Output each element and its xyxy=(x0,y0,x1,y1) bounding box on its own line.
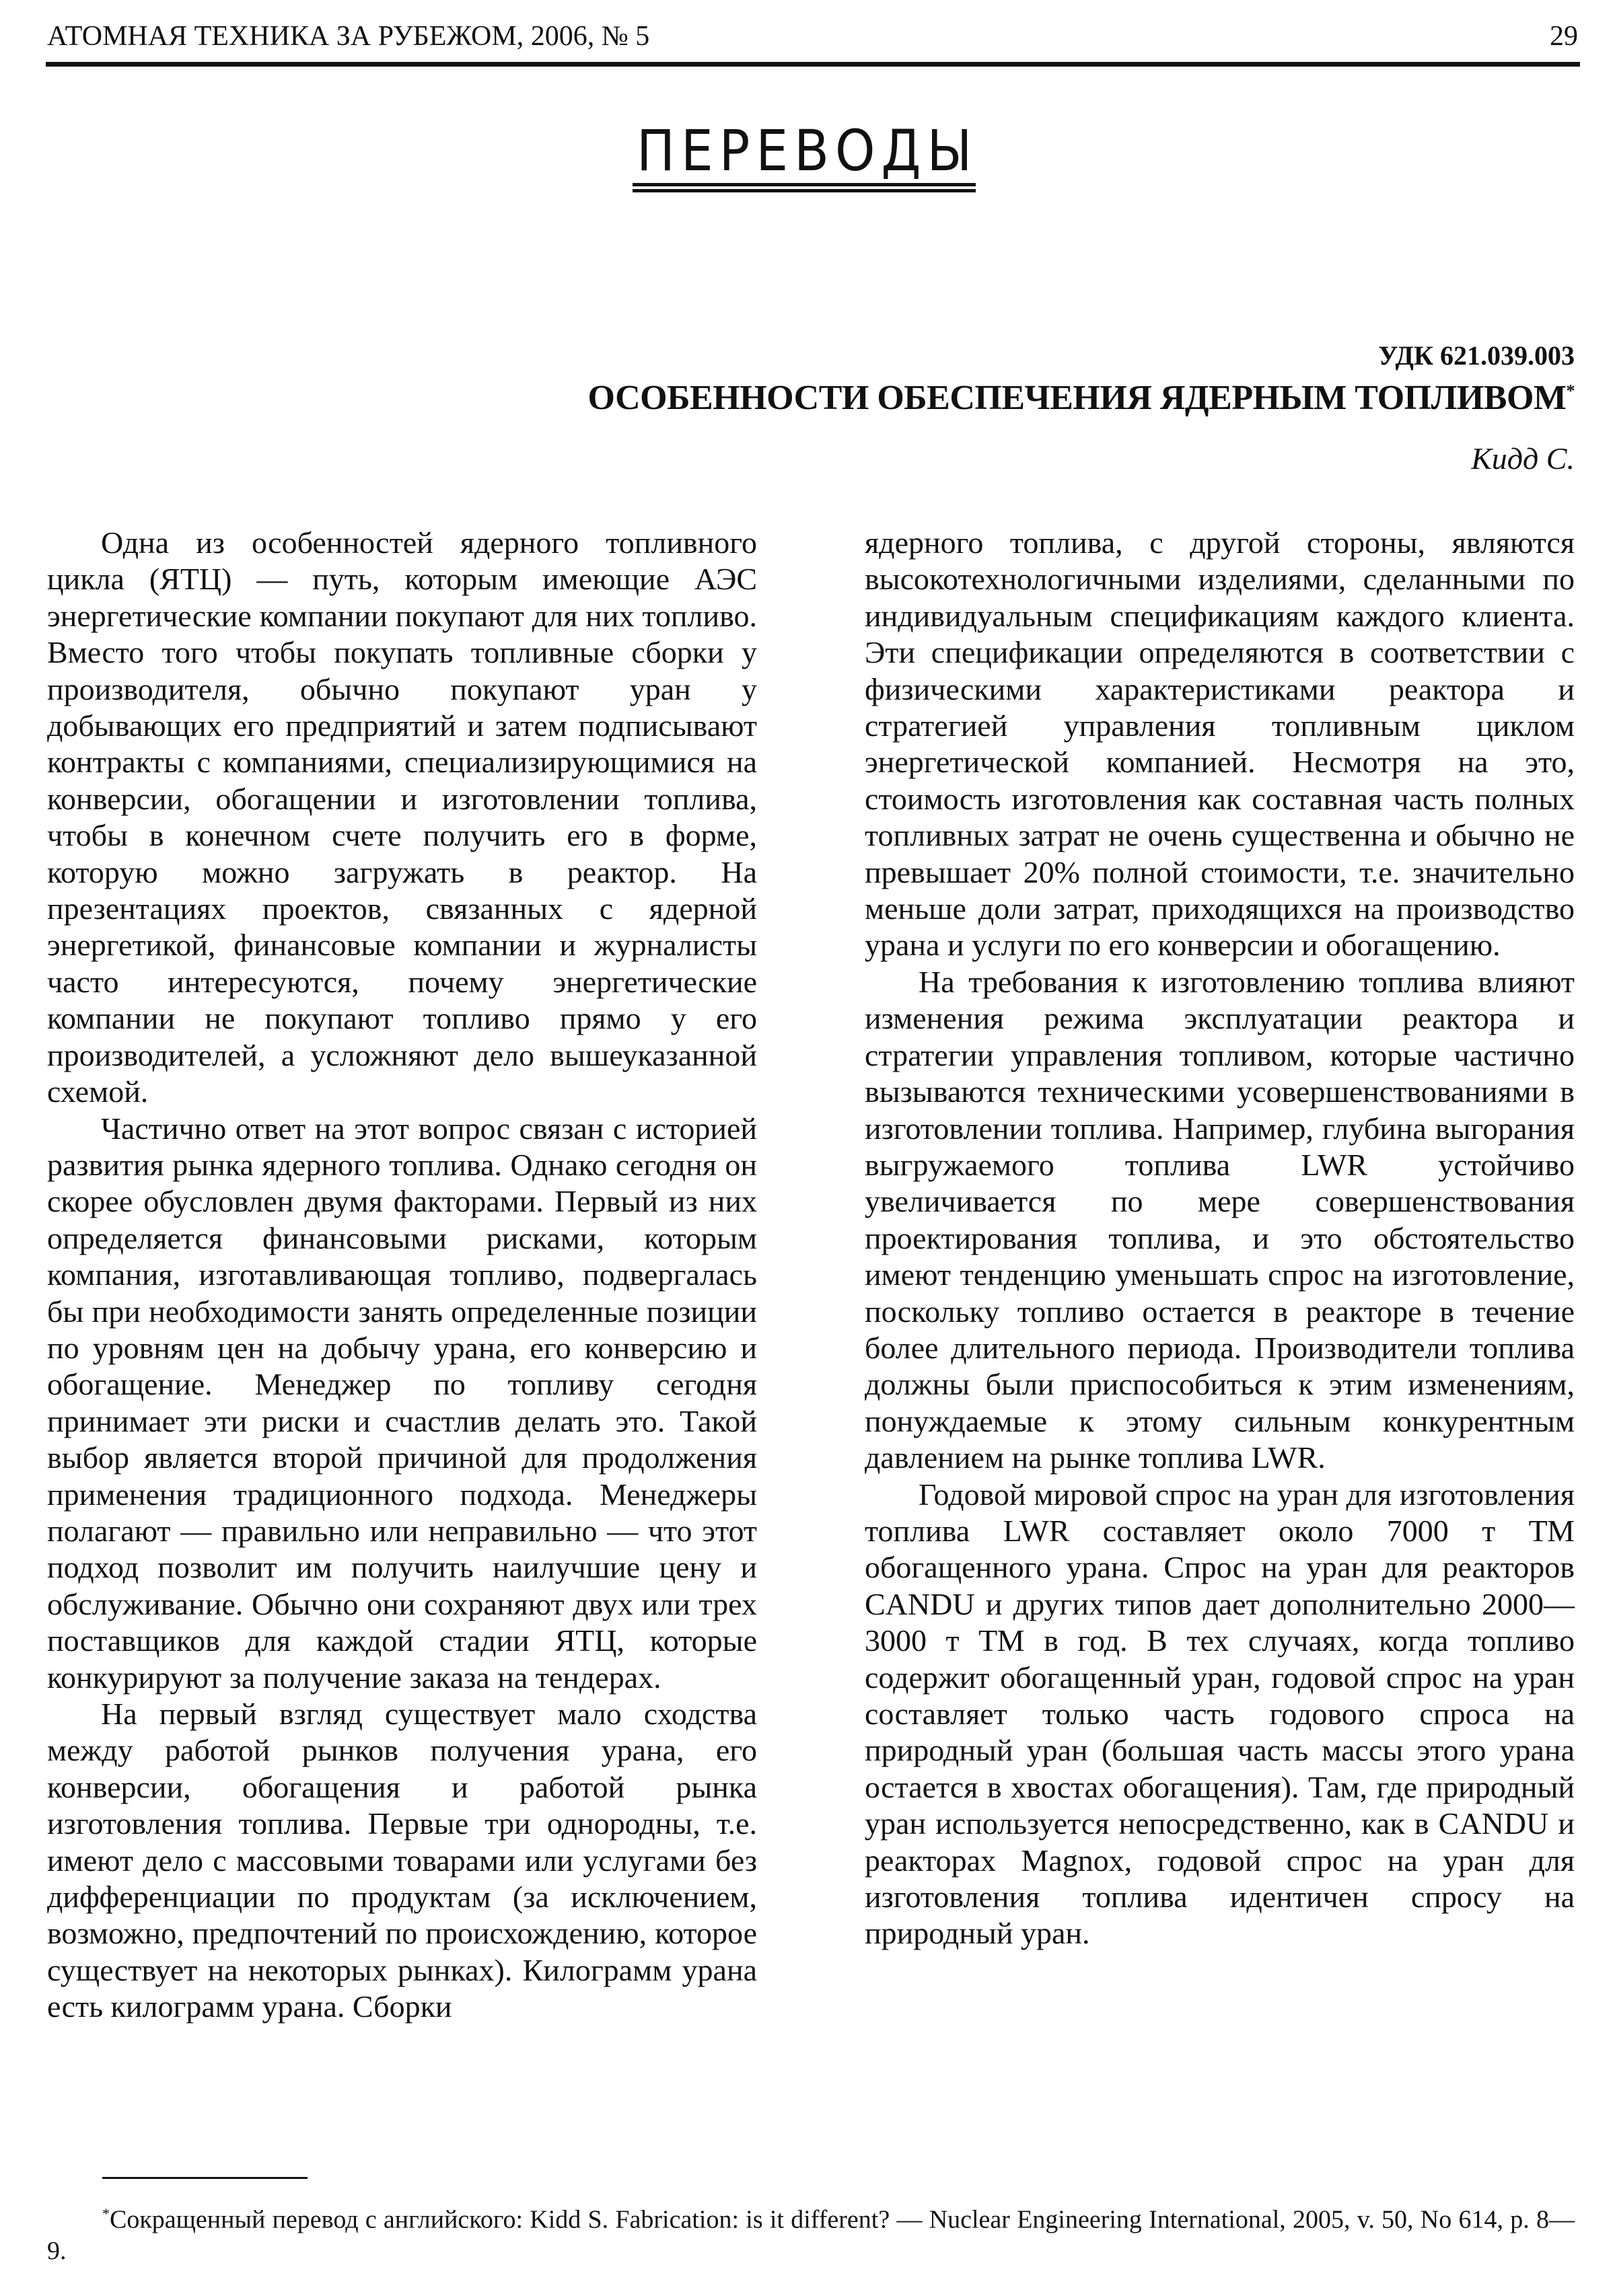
footnote xyxy=(47,2198,1575,2266)
section-double-underline xyxy=(633,183,976,192)
page-number: 29 xyxy=(1550,21,1578,52)
footnote-mark: * xyxy=(102,2205,110,2222)
paragraph: Частично ответ на этот вопрос связан с историей развития рынка ядерного топлива. Однако сегодня он скорее обусловлен двумя факторами. Первый из них определяется финансовыми рисками, которым компания, изготавливающая топливо, подвергалась бы при необходимости занять определенные позиции по уровням цен на добычу урана, его конверсию и обогащение. Менеджер по топливу сегодня принимает эти риски и счастлив делать это. Такой выбор является второй причиной для продолжения применения традиционного подхода. Менеджеры полагают — правильно или неправильно — что этот подход позволит им получить наилучшие цену и обслуживание. Обычно они сохраняют двух или трех поставщиков для каждой стадии ЯТЦ, которые конкурируют за получение заказа на тендерах. xyxy=(47,1111,757,1695)
udk-code: УДК 621.039.003 xyxy=(1378,340,1575,371)
paragraph: На первый взгляд существует мало сходства между работой рынков получения урана, его конверсии, обогащения и работой рынка изготовления топлива. Первые три однородны, т.е. имеют дело с массовыми товарами или услугами без дифференциации по продуктам (за исключением, возможно, предпочтений по происхождению, которое существует на некоторых рынках). Килограмм урана есть килограмм урана. Сборки xyxy=(47,1697,757,2024)
footnote-text: Сокращенный перевод с английского: Kidd S. Fabrication: is it different? — Nuclear Engineering International, 2005, v. 50, No 614, p. 8—9. xyxy=(47,2205,1575,2265)
paragraph: На требования к изготовлению топлива влияют изменения режима эксплуатации реактора и стратегии управления топливом, которые частично вызываются техническими усовершенствованиями в изготовлении топлива. Например, глубина выгорания выгружаемого топлива LWR устойчиво увеличивается по мере совершенствования проектирования топлива, и это обстоятельство имеют тенденцию уменьшать спрос на изготовление, поскольку топливо остается в реакторе в течение более длительного периода. Производители топлива должны были приспособиться к этим изменениям, понуждаемые к этому сильным конкурентным давлением на рынке топлива LWR. xyxy=(865,964,1575,1475)
paragraph: Одна из особенностей ядерного топливного цикла (ЯТЦ) — путь, которым имеющие АЭС энергетические компании покупают для них топливо. Вместо того чтобы покупать топливные сборки у производителя, обычно покупают уран у добывающих его предприятий и затем подписывают контракты с компаниями, специализирующимися на конверсии, обогащении и изготовлении топлива, чтобы в конечном счете получить его в форме, которую можно загружать в реактор. На презентациях проектов, связанных с ядерной энергетикой, финансовые компании и журналисты часто интересуются, почему энергетические компании не покупают топливо прямо у его производителей, а усложняют дело вышеуказанной схемой. xyxy=(47,525,757,1109)
paragraph: ядерного топлива, с другой стороны, являются высокотехнологичными изделиями, сделанными по индивидуальным спецификациям каждого клиента. Эти спецификации определяются в соответствии с физическими характеристиками реактора и стратегией управления топливным циклом энергетической компанией. Несмотря на это, стоимость изготовления как составная часть полных топливных затрат не очень существенна и обычно не превышает 20% полной стоимости, т.е. значительно меньше доли затрат, приходящихся на производство урана и услуги по его конверсии и обогащению. xyxy=(865,525,1575,963)
section-heading xyxy=(0,118,1615,184)
text-column-right xyxy=(865,525,1575,1952)
journal-title: АТОМНАЯ ТЕХНИКА ЗА РУБЕЖОМ, 2006, № 5 xyxy=(47,21,650,52)
footnote-rule xyxy=(102,2177,308,2179)
article-author: Кидд С. xyxy=(1471,441,1575,476)
paragraph: Годовой мировой спрос на уран для изготовления топлива LWR составляет около 7000 т ТМ обогащенного урана. Спрос на уран для реакторов CANDU и других типов дает дополнительно 2000—3000 т ТМ в год. В тех случаях, когда топливо содержит обогащенный уран, годовой спрос на уран составляет только часть годового спроса на природный уран (большая часть массы этого урана остается в хвостах обогащения). Там, где природный уран используется непосредственно, как в CANDU и реакторах Magnox, годовой спрос на уран для изготовления топлива идентичен спросу на природный уран. xyxy=(865,1477,1575,1951)
footnote-marker: * xyxy=(1566,381,1575,401)
text-column-left xyxy=(47,525,757,2026)
header-rule xyxy=(46,62,1580,67)
article-title xyxy=(588,378,1575,418)
running-header xyxy=(47,20,1578,61)
article-title-text: ОСОБЕННОСТИ ОБЕСПЕЧЕНИЯ ЯДЕРНЫМ ТОПЛИВОМ xyxy=(587,379,1567,417)
section-title: ПЕРЕВОДЫ xyxy=(637,118,978,184)
